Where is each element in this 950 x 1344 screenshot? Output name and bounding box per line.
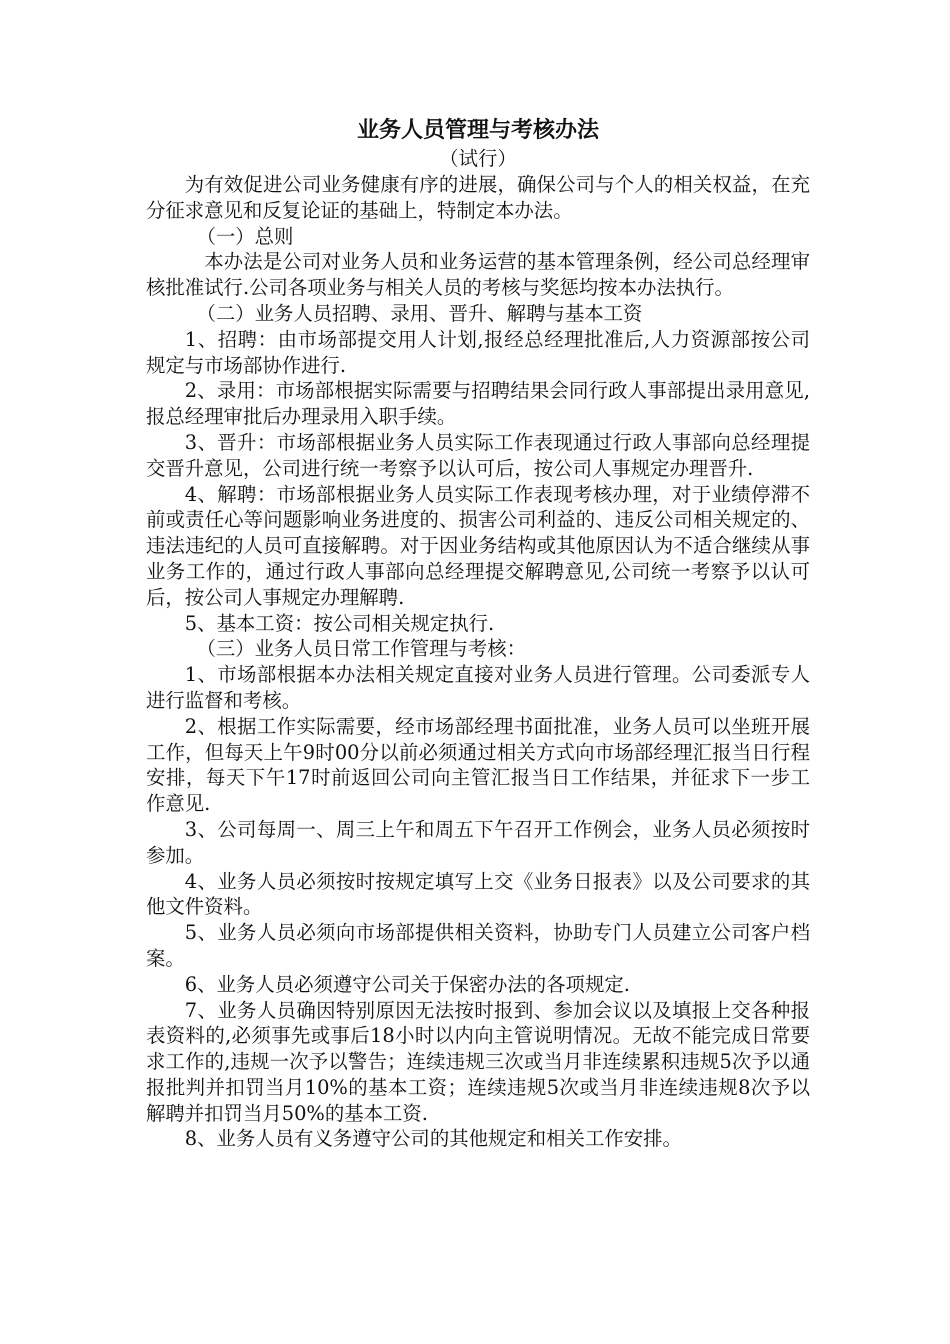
section-3-item: 8、业务人员有义务遵守公司的其他规定和相关工作安排。 bbox=[184, 1127, 682, 1151]
section-2-heading: （二）业务人员招聘、录用、晋升、解聘与基本工资 bbox=[196, 301, 643, 325]
section-3-item: 5、业务人员必须向市场部提供相关资料，协助专门人员建立公司客户档案。 bbox=[146, 921, 810, 970]
section-1-heading: （一）总则 bbox=[196, 224, 294, 248]
document-title: 业务人员管理与考核办法 bbox=[356, 118, 599, 143]
section-1-body: 本办法是公司对业务人员和业务运营的基本管理条例，经公司总经理审核批准试行.公司各项业务与相关人员的考核与奖惩均按本办法执行。 bbox=[146, 250, 810, 300]
document-subtitle: （试行） bbox=[439, 147, 517, 170]
section-3-item: 3、公司每周一、周三上午和周五下午召开工作例会，业务人员必须按时参加。 bbox=[146, 817, 810, 867]
intro-paragraph: 为有效促进公司业务健康有序的进展，确保公司与个人的相关权益，在充分征求意见和反复论证的基础上，特制定本办法。 bbox=[146, 173, 810, 222]
section-2-item: 3、晋升：市场部根据业务人员实际工作表现通过行政人事部向总经理提交晋升意见，公司进行统一考察予以认可后，按公司人事规定办理晋升. bbox=[146, 430, 810, 480]
section-3-item: 7、业务人员确因特别原因无法按时报到、参加会议以及填报上交各种报表资料的,必须事先或事后18小时以内向主管说明情况。无故不能完成日常要求工作的,违规一次予以警告；连续违规三次或当月非连续累积违规5次予以通报批判并扣罚当月10%的基本工资；连续违规5次或当月非连续违规8次予以解聘并扣罚当月50%的基本工资. bbox=[146, 998, 810, 1125]
section-2-item: 1、招聘：由市场部提交用人计划,报经总经理批准后,人力资源部按公司规定与市场部协作进行. bbox=[146, 327, 810, 377]
section-3-item: 6、业务人员必须遵守公司关于保密办法的各项规定. bbox=[184, 972, 630, 996]
section-3-heading: （三）业务人员日常工作管理与考核： bbox=[196, 637, 527, 661]
section-3-item: 2、根据工作实际需要，经市场部经理书面批准，业务人员可以坐班开展工作，但每天上午9时00分以前必须通过相关方式向市场部经理汇报当日行程安排，每天下午17时前返回公司向主管汇报当日工作结果，并征求下一步工作意见. bbox=[146, 714, 810, 816]
section-3-item: 4、业务人员必须按时按规定填写上交《业务日报表》以及公司要求的其他文件资料。 bbox=[146, 869, 810, 919]
section-2-item: 2、录用：市场部根据实际需要与招聘结果会同行政人事部提出录用意见,报总经理审批后办理录用入职手续。 bbox=[146, 379, 810, 429]
document-page bbox=[146, 116, 810, 1152]
section-3-item: 1、市场部根据本办法相关规定直接对业务人员进行管理。公司委派专人进行监督和考核。 bbox=[146, 663, 810, 712]
section-2-item: 4、解聘：市场部根据业务人员实际工作表现考核办理，对于业绩停滞不前或责任心等问题影响业务进度的、损害公司利益的、违反公司相关规定的、违法违纪的人员可直接解聘。对于因业务结构或其他原因认为不适合继续从事业务工作的，通过行政人事部向总经理提交解聘意见,公司统一考察予以认可后，按公司人事规定办理解聘. bbox=[146, 482, 810, 609]
section-2-item: 5、基本工资：按公司相关规定执行. bbox=[184, 611, 495, 635]
